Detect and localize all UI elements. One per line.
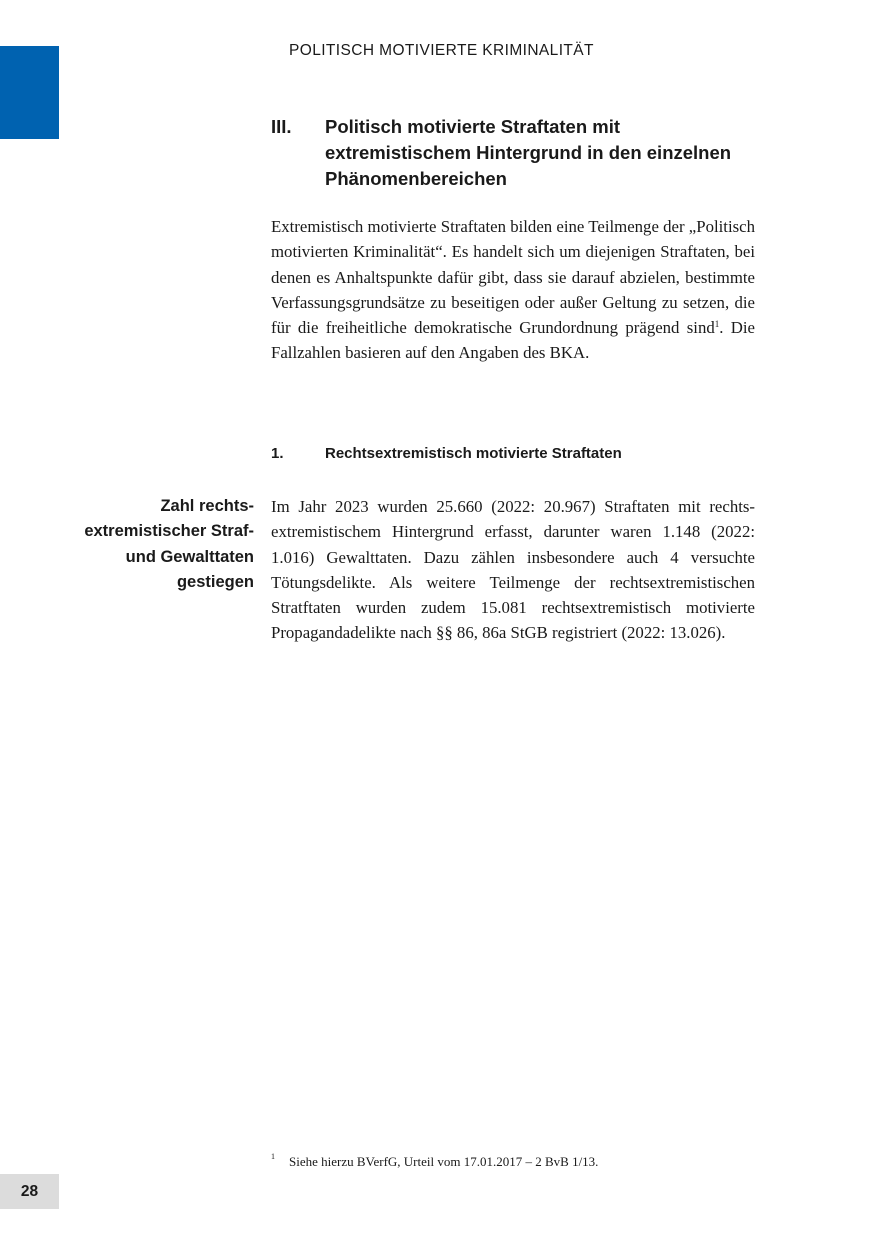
intro-text-part: . Die Fallzahlen basieren auf den Angaben des BKA. [271, 318, 755, 363]
footnote-text: Siehe hierzu BVerfG, Urteil vom 17.01.2017 – 2 BvB 1/13. [289, 1154, 599, 1169]
margin-note [54, 494, 254, 595]
margin-note-line: extremistischer Straf- [84, 522, 254, 541]
footnote-mark: 1 [271, 1152, 275, 1161]
footnote [271, 1154, 598, 1170]
margin-note-line: und Gewalttaten [125, 547, 254, 566]
subsection-heading [271, 445, 771, 462]
section-title [325, 114, 771, 192]
running-header: POLITISCH MOTIVIERTE KRIMINALITÄT [289, 42, 594, 59]
margin-note-line: Zahl rechts- [160, 497, 254, 515]
subsection-number: 1. [271, 445, 284, 462]
section-title-line: Politisch motivierte Straftaten mit [325, 116, 621, 137]
subsection-title: Rechtsextremistisch motivierte Straftaten [325, 445, 622, 462]
margin-note-line: gestiegen [176, 572, 254, 591]
section-title-line: Phänomenbereichen [325, 168, 507, 189]
intro-paragraph [271, 214, 755, 366]
section-title-line: extremistischem Hintergrund in den einzelnen [325, 142, 732, 163]
section-heading [271, 114, 771, 192]
page-number: 28 [20, 1183, 39, 1200]
body-paragraph: Im Jahr 2023 wurden 25.660 (2022: 20.967) Straftaten mit rechtsextremistischem Hintergrund erfasst, darunter waren 1.148 (2022: 1.016) Gewalttaten. Dazu zählen insbesondere auch 4 versuchte Tötungsdelikte. Als weitere Teilmenge der rechtsextremistischen Stratftaten wurden zudem 15.081 rechtsextremistisch motivierte Propagandadelikte nach §§ 86, 86a StGB registriert (2022: 13.026). [271, 497, 755, 643]
intro-text-part: Extremistisch motivierte Straftaten bilden eine Teilmenge der „Politisch motivierten Kriminalität“. Es handelt sich um diejenigen Straftaten, bei denen es Anhaltspunkte dafür gibt, dass sie darauf abzielen, bestimmte Verfassungsgrundsätze zu beseitigen oder außer Geltung zu setzen, die für die freiheitliche demokratische Grundordnung prägend sind [271, 217, 755, 338]
page-number-box [0, 1174, 59, 1209]
section-number: III. [271, 116, 292, 137]
chapter-color-tab [0, 46, 59, 139]
footnote-reference[interactable]: 1 [714, 319, 720, 330]
